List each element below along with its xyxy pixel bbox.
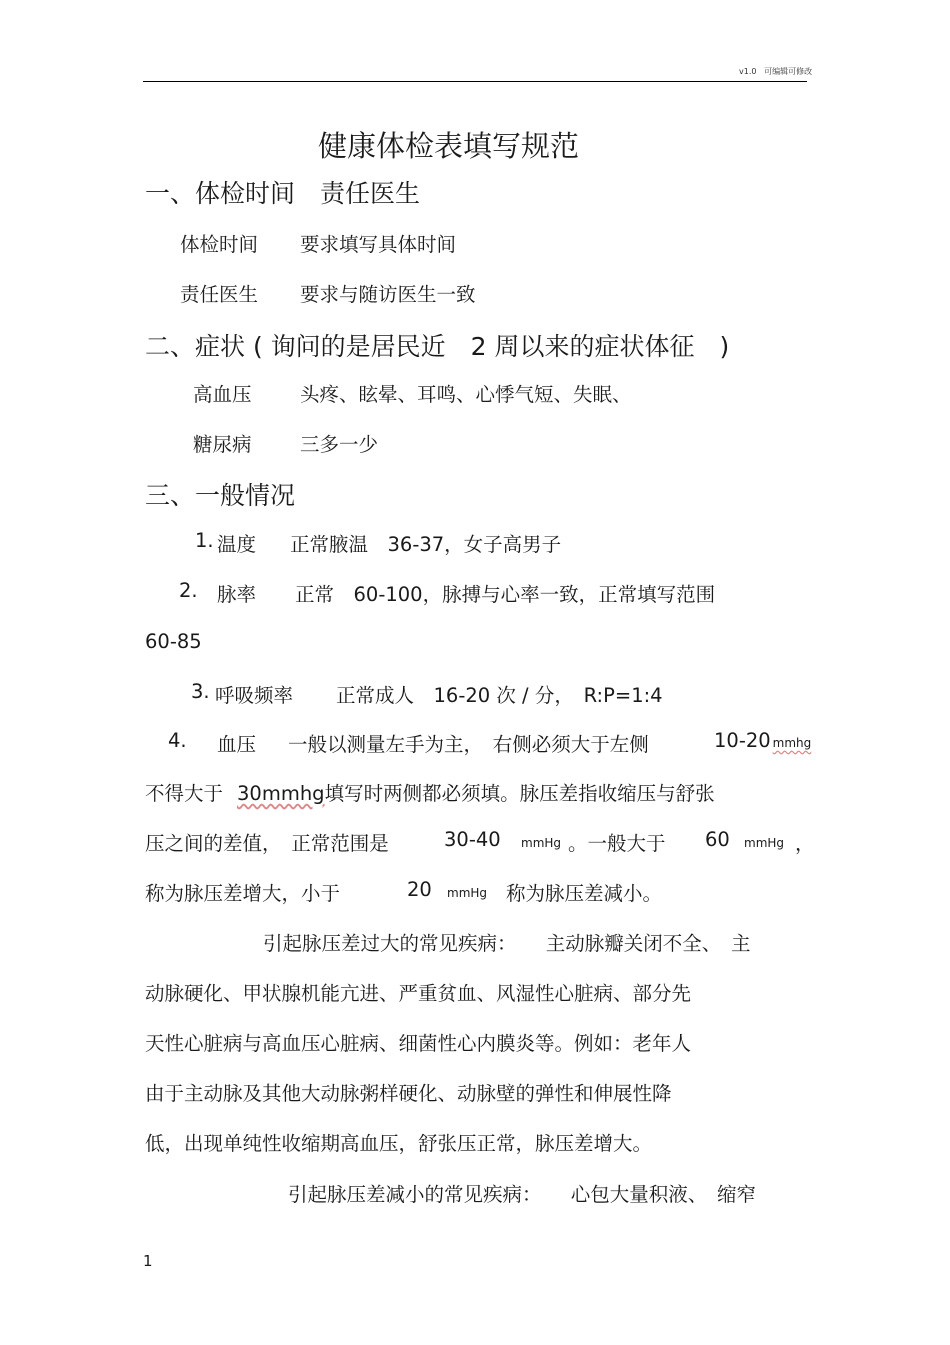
item-1-number: 1. [195, 529, 214, 552]
line5-part-b: 30mmhg [237, 782, 325, 805]
item-4-value [714, 729, 811, 752]
bp-line-7-unit: mmHg [447, 886, 488, 900]
s2-row2-text: 三多一少 [300, 433, 379, 456]
item-3-text: 正常成人 16-20 次 / 分， R:P=1:4 [336, 684, 663, 707]
version-label: v1.0 [739, 67, 757, 76]
section-1-heading: 一、体检时间 责任医生 [145, 179, 421, 208]
s2-row1-label: 高血压 [193, 383, 252, 406]
s1-row1-text: 要求填写具体时间 [300, 233, 457, 256]
bp-line-7c: 称为脉压差减小。 [506, 882, 663, 905]
item-4-number: 4. [168, 729, 187, 752]
item-4-text: 一般以测量左手为主， 右侧必须大于左侧 [288, 733, 649, 756]
section-2-heading: 二、症状 ( 询问的是居民近 2 周以来的症状体征 ) [145, 332, 730, 361]
s1-row2-text: 要求与随访医生一致 [300, 283, 476, 306]
section-3-heading: 三、一般情况 [145, 481, 296, 510]
bp-line-6b: 30-40 [444, 828, 501, 851]
item-1-text: 正常腋温 36-37，女子高男子 [290, 533, 562, 556]
para1-line4: 由于主动脉及其他大动脉粥样硬化、动脉壁的弹性和伸展性降 [145, 1082, 672, 1105]
bp-line-6-unit1: mmHg [521, 836, 562, 850]
s2-row2-label: 糖尿病 [193, 433, 252, 456]
item-3-number: 3. [191, 680, 210, 703]
para2-line1: 引起脉压差减小的常见疾病： 心包大量积液、 缩窄 [288, 1183, 757, 1206]
s1-row2-label: 责任医生 [180, 283, 259, 306]
header-rule [143, 81, 807, 82]
bp-line-7b: 20 [407, 878, 432, 901]
para1-line3: 天性心脏病与高血压心脏病、细菌性心内膜炎等。例如：老年人 [145, 1032, 692, 1055]
bp-line-6d: 60 [705, 828, 730, 851]
s1-row1-label: 体检时间 [180, 233, 259, 256]
bp-line-6c: 。一般大于 [568, 832, 666, 855]
line5-part-a: 不得大于 [145, 782, 224, 805]
bp-diff-unit: mmhg [772, 736, 812, 750]
para1-line1: 引起脉压差过大的常见疾病： 主动脉瓣关闭不全、 主 [263, 932, 751, 955]
bp-diff-range: 10-20 [714, 729, 771, 752]
header-version [739, 66, 812, 77]
page-number: 1 [143, 1252, 153, 1270]
bp-line-6-unit2: mmHg [744, 836, 785, 850]
item-4-label: 血压 [217, 733, 257, 756]
document-title: 健康体检表填写规范 [318, 129, 580, 163]
line5-part-c: 填写时两侧都必须填。脉压差指收缩压与舒张 [324, 782, 715, 805]
item-2-continuation: 60-85 [145, 630, 202, 653]
bp-line-5 [145, 778, 715, 806]
s2-row1-text: 头疼、眩晕、耳鸣、心悸气短、失眠、 [300, 383, 632, 406]
item-2-number: 2. [179, 579, 198, 602]
item-2-label: 脉率 [217, 583, 257, 606]
header-note: 可编辑可修改 [764, 67, 813, 76]
bp-line-6a: 压之间的差值， 正常范围是 [145, 832, 389, 855]
item-3-label: 呼吸频率 [215, 684, 294, 707]
para1-line5: 低，出现单纯性收缩期高血压，舒张压正常，脉压差增大。 [145, 1132, 653, 1155]
para1-line2: 动脉硬化、甲状腺机能亢进、严重贫血、风湿性心脏病、部分先 [145, 982, 692, 1005]
item-2-text: 正常 60-100，脉搏与心率一致，正常填写范围 [295, 583, 716, 606]
bp-line-6e: ， [795, 832, 815, 855]
bp-line-7a: 称为脉压差增大，小于 [145, 882, 341, 905]
item-1-label: 温度 [217, 533, 257, 556]
